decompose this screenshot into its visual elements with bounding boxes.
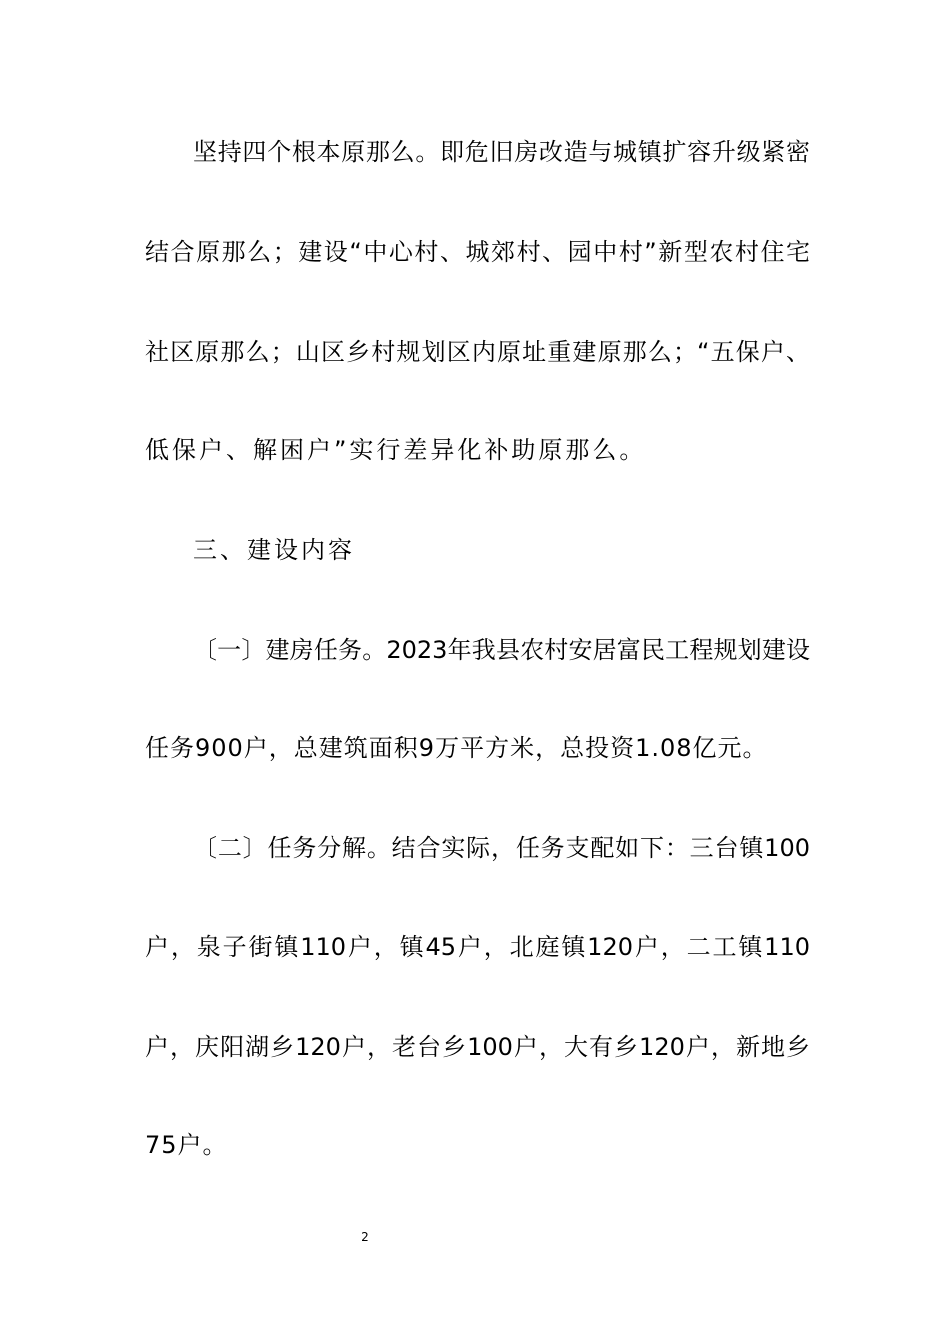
paragraph-line: 〔二〕任务分解。结合实际，任务支配如下：三台镇100: [193, 834, 810, 862]
paragraph-line: 户，泉子街镇110户，镇45户，北庭镇120户，二工镇110: [145, 933, 810, 961]
page-number: 2: [361, 1230, 369, 1244]
paragraph-line: 社区原那么；山区乡村规划区内原址重建原那么；“五保户、: [145, 338, 810, 366]
section-heading: 三、建设内容: [193, 536, 355, 564]
paragraph-line: 户，庆阳湖乡120户，老台乡100户，大有乡120户，新地乡: [145, 1033, 810, 1061]
paragraph-line: 任务900户，总建筑面积9万平方米，总投资1.08亿元。: [145, 734, 768, 762]
paragraph-line: 坚持四个根本原那么。即危旧房改造与城镇扩容升级紧密: [193, 138, 810, 166]
paragraph-line: 结合原那么；建设“中心村、城郊村、园中村”新型农村住宅: [145, 238, 810, 266]
paragraph-line: 75户。: [145, 1131, 228, 1159]
paragraph-line: 〔一〕建房任务。2023年我县农村安居富民工程规划建设: [193, 636, 810, 664]
paragraph-line: 低保户、解困户”实行差异化补助原那么。: [145, 436, 647, 464]
